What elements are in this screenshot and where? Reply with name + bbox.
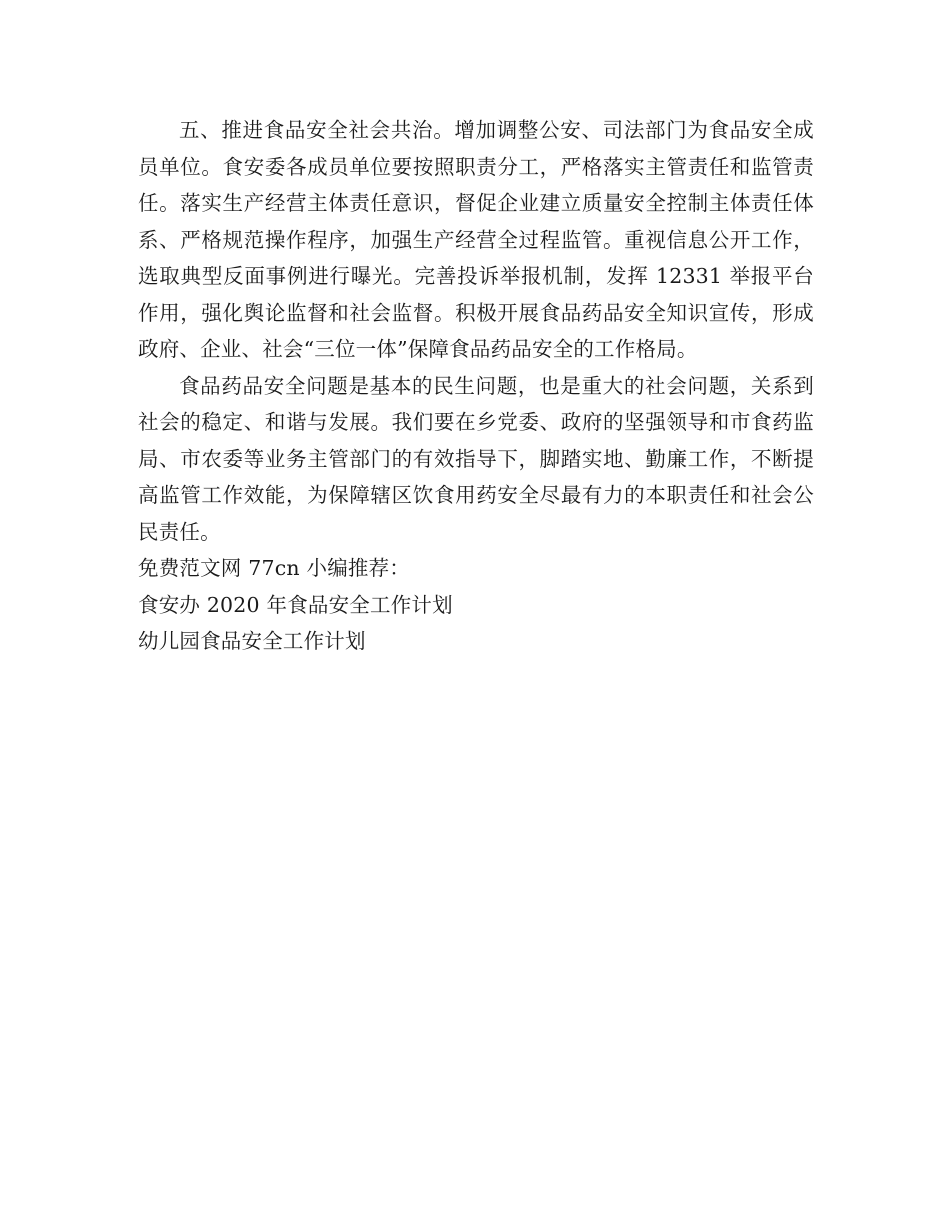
- recommend-label: 免费范文网 77cn 小编推荐：: [138, 556, 411, 580]
- document-page: [138, 112, 814, 660]
- paragraph-conclusion: 食品药品安全问题是基本的民生问题，也是重大的社会问题，关系到社会的稳定、和谐与发展。我们要在乡党委、政府的坚强领导和市食药监局、市农委等业务主管部门的有效指导下，脚踏实地、勤廉工作，不断提高监管工作效能，为保障辖区饮食用药安全尽最有力的本职责任和社会公民责任。: [138, 373, 814, 544]
- related-link-2[interactable]: 幼儿园食品安全工作计划: [138, 629, 366, 653]
- related-link-1[interactable]: 食安办 2020 年食品安全工作计划: [138, 592, 453, 617]
- paragraph-social-cogovernance: 五、推进食品安全社会共治。增加调整公安、司法部门为食品安全成员单位。食安委各成员单位要按照职责分工，严格落实主管责任和监管责任。落实生产经营主体责任意识，督促企业建立质量安全控制主体责任体系、严格规范操作程序，加强生产经营全过程监管。重视信息公开工作，选取典型反面事例进行曝光。完善投诉举报机制，发挥 12331 举报平台作用，强化舆论监督和社会监督。积极开展食品药品安全知识宣传，形成政府、企业、社会“三位一体”保障食品药品安全的工作格局。: [138, 118, 814, 361]
